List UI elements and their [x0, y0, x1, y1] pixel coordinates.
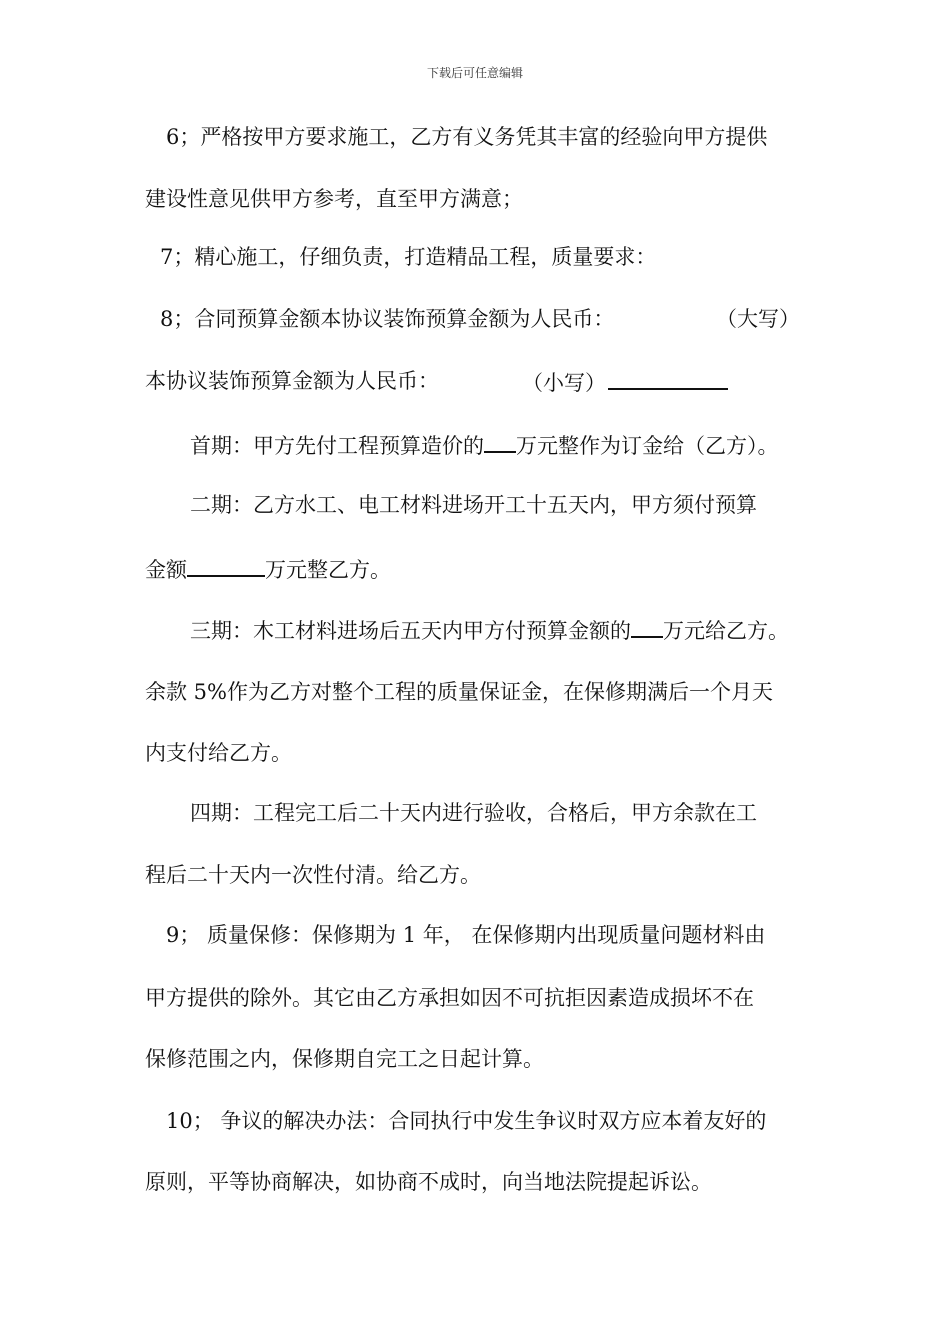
amount-uppercase-label: （大写） — [716, 307, 800, 331]
phase-1-blank — [484, 429, 516, 453]
payment-phase-2-line-1: 二期：乙方水工、电工材料进场开工十五天内，甲方须付预算 — [190, 493, 757, 517]
phase-3-text-a: 三期：木工材料进场后五天内甲方付预算金额的 — [190, 619, 631, 643]
phase-2-text-a: 金额 — [145, 558, 187, 582]
phase-3-blank — [631, 614, 663, 638]
balance-line-2: 内支付给乙方。 — [145, 741, 292, 765]
clause-8-line-1: 8；合同预算金额本协议装饰预算金额为人民币： — [160, 307, 615, 331]
amount-lowercase-row — [522, 366, 728, 398]
clause-10-line-1: 10； 争议的解决办法：合同执行中发生争议时双方应本着友好的 — [166, 1109, 767, 1133]
clause-10-line-2: 原则，平等协商解决，如协商不成时，向当地法院提起诉讼。 — [145, 1170, 712, 1194]
amount-lowercase-label: （小写） — [522, 371, 606, 395]
payment-phase-2-line-2 — [145, 553, 391, 585]
clause-6-line-2: 建设性意见供甲方参考，直至甲方满意； — [145, 187, 523, 211]
page-header: 下载后可任意编辑 — [426, 66, 523, 80]
phase-2-blank — [187, 553, 265, 577]
clause-7: 7；精心施工，仔细负责，打造精品工程，质量要求： — [160, 245, 657, 269]
payment-phase-4-line-1: 四期：工程完工后二十天内进行验收，合格后，甲方余款在工 — [190, 801, 757, 825]
clause-9-line-2: 甲方提供的除外。其它由乙方承担如因不可抗拒因素造成损坏不在 — [145, 986, 754, 1010]
phase-1-text-b: 万元整作为订金给（乙方）。 — [516, 434, 779, 458]
clause-9-line-1: 9； 质量保修：保修期为 1 年， 在保修期内出现质量问题材料由 — [166, 923, 766, 947]
balance-line-1: 余款 5%作为乙方对整个工程的质量保证金，在保修期满后一个月天 — [145, 680, 773, 704]
payment-phase-3 — [190, 614, 789, 646]
amount-lowercase-blank — [608, 366, 728, 390]
phase-1-text-a: 首期：甲方先付工程预算造价的 — [190, 434, 484, 458]
payment-phase-1 — [190, 429, 779, 461]
payment-phase-4-line-2: 程后二十天内一次性付清。给乙方。 — [145, 863, 481, 887]
clause-8-line-2: 本协议装饰预算金额为人民币： — [145, 369, 439, 393]
phase-2-text-b: 万元整乙方。 — [265, 558, 391, 582]
clause-9-line-3: 保修范围之内，保修期自完工之日起计算。 — [145, 1047, 544, 1071]
clause-6-line-1: 6；严格按甲方要求施工，乙方有义务凭其丰富的经验向甲方提供 — [166, 125, 768, 149]
phase-3-text-b: 万元给乙方。 — [663, 619, 789, 643]
